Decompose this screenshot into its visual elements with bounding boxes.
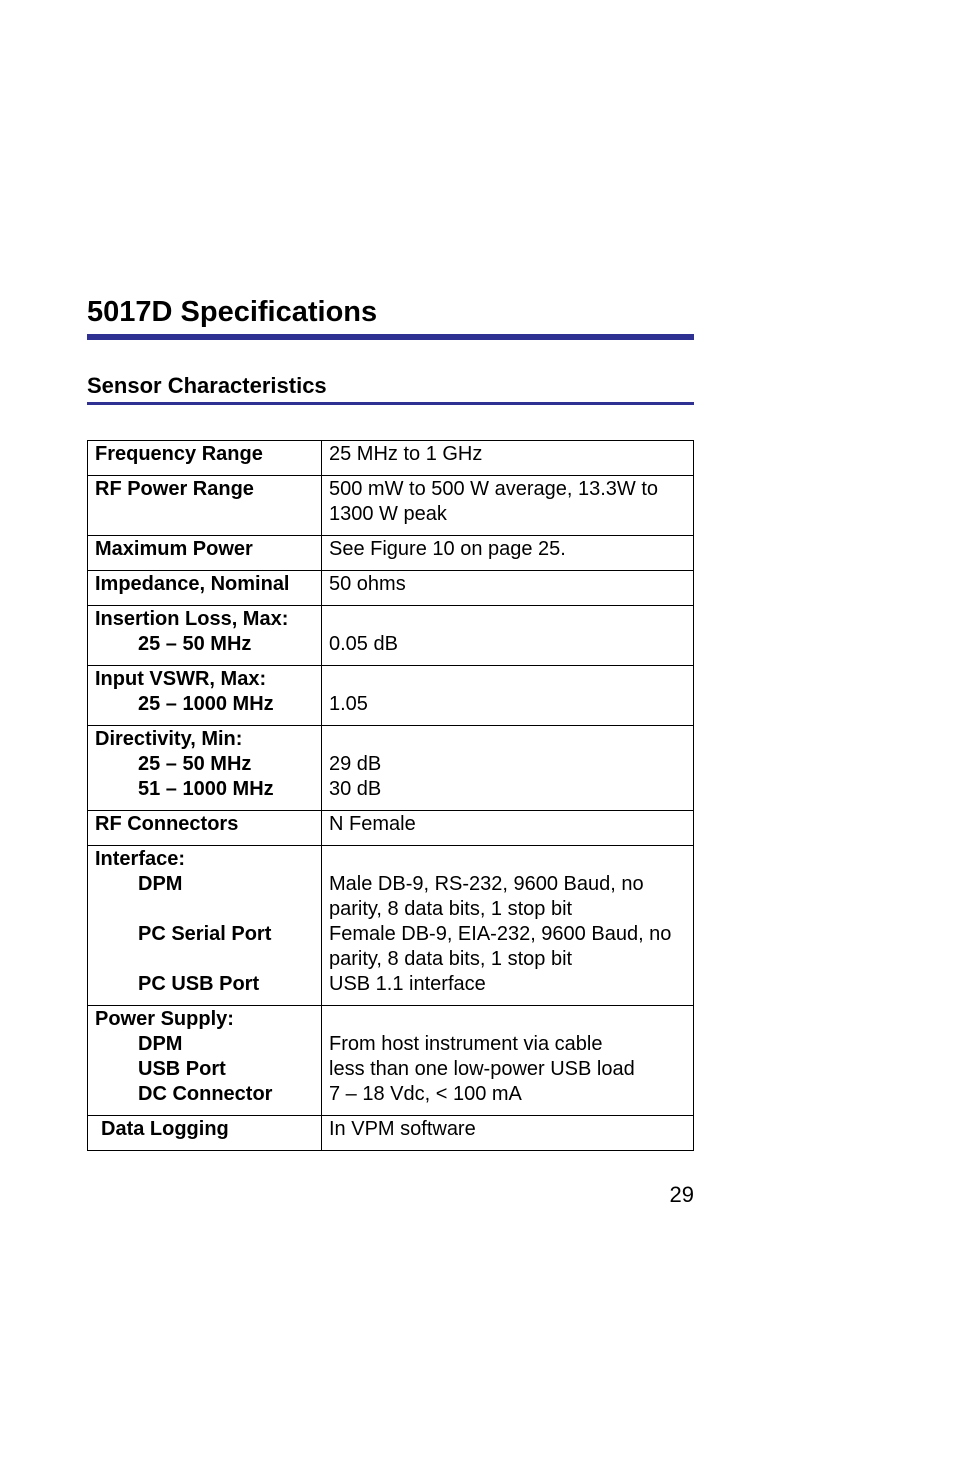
spec-label: Maximum Power — [88, 536, 322, 571]
spec-value-line: USB 1.1 interface — [329, 973, 486, 995]
spec-label-heading: Directivity, Min: — [95, 728, 243, 750]
table-row — [88, 571, 694, 606]
spec-label: RF Connectors — [88, 811, 322, 846]
section-title: Sensor Characteristics — [87, 373, 327, 398]
spec-sublabel: PC USB Port — [138, 973, 260, 995]
spec-sublabel: 25 – 1000 MHz — [138, 693, 274, 715]
spacer — [329, 727, 686, 752]
spec-label — [88, 1006, 322, 1116]
table-row — [88, 846, 694, 1006]
spec-label-heading: Insertion Loss, Max: — [95, 608, 289, 630]
page-number: 29 — [669, 1182, 694, 1207]
spacer — [95, 897, 314, 922]
table-row — [88, 1006, 694, 1116]
spec-sublabel: 25 – 50 MHz — [138, 633, 252, 655]
table-row — [88, 606, 694, 666]
spec-value-line: less than one low-power USB load — [329, 1058, 635, 1080]
spec-value-line: Female DB-9, EIA-232, 9600 Baud, no parity, 8 data bits, 1 stop bit — [329, 923, 672, 970]
table-row — [88, 726, 694, 811]
spec-sublabel: 25 – 50 MHz — [138, 753, 252, 775]
table-row — [88, 476, 694, 536]
spec-value-line: 30 dB — [329, 778, 382, 800]
spacer — [329, 667, 686, 692]
table-row — [88, 441, 694, 476]
spacer — [95, 947, 314, 972]
spec-value-line: From host instrument via cable — [329, 1033, 603, 1055]
spec-value: In VPM software — [322, 1116, 694, 1151]
table-row — [88, 536, 694, 571]
spec-table — [87, 440, 694, 1151]
spec-value: 50 ohms — [322, 571, 694, 606]
spec-value — [322, 846, 694, 1006]
spec-label — [88, 606, 322, 666]
spec-label: Impedance, Nominal — [88, 571, 322, 606]
spec-label-heading: Power Supply: — [95, 1008, 234, 1030]
table-row — [88, 666, 694, 726]
spec-label-heading: Interface: — [95, 848, 186, 870]
spec-value — [322, 666, 694, 726]
title-rule — [87, 334, 694, 340]
spec-sublabel: PC Serial Port — [138, 923, 272, 945]
spec-label: Frequency Range — [88, 441, 322, 476]
spacer — [329, 607, 686, 632]
spec-label-heading: Input VSWR, Max: — [95, 668, 267, 690]
spec-value — [322, 606, 694, 666]
spec-sublabel: DC Connector — [138, 1083, 273, 1105]
spec-sublabel: USB Port — [138, 1058, 226, 1080]
spec-value: 25 MHz to 1 GHz — [322, 441, 694, 476]
table-row — [88, 1116, 694, 1151]
spec-value: N Female — [322, 811, 694, 846]
spec-value-line: Male DB-9, RS-232, 9600 Baud, no parity, 8 data bits, 1 stop bit — [329, 873, 644, 920]
page-title: 5017D Specifications — [87, 296, 378, 328]
spec-sublabel: DPM — [138, 1033, 183, 1055]
table-row — [88, 811, 694, 846]
spec-label — [88, 846, 322, 1006]
spec-label — [88, 666, 322, 726]
spec-value — [322, 1006, 694, 1116]
spacer — [329, 1007, 686, 1032]
section-rule — [87, 402, 694, 405]
spec-value-line: 1.05 — [329, 693, 368, 715]
spec-value: 500 mW to 500 W average, 13.3W to 1300 W peak — [322, 476, 694, 536]
spec-sublabel: 51 – 1000 MHz — [138, 778, 274, 800]
spec-label — [88, 726, 322, 811]
spec-sublabel: DPM — [138, 873, 183, 895]
spec-value: See Figure 10 on page 25. — [322, 536, 694, 571]
spec-value-line: 7 – 18 Vdc, < 100 mA — [329, 1083, 522, 1105]
spec-value-line: 0.05 dB — [329, 633, 398, 655]
spec-label: RF Power Range — [88, 476, 322, 536]
spec-value-line: 29 dB — [329, 753, 382, 775]
spacer — [329, 847, 686, 872]
spec-value — [322, 726, 694, 811]
spec-label: Data Logging — [88, 1116, 322, 1151]
